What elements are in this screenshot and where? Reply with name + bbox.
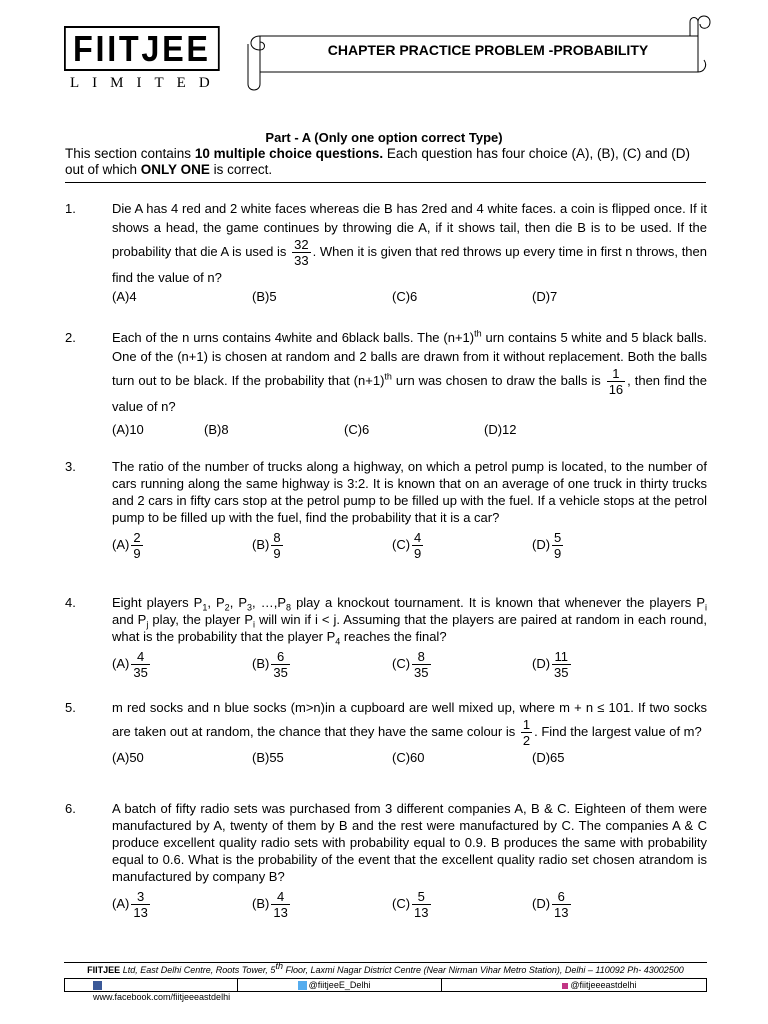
question-number: 2. [65, 330, 76, 345]
fraction [271, 530, 282, 561]
numerator: 4 [271, 889, 289, 905]
question-text-part: , P [207, 595, 225, 610]
denominator: 9 [273, 546, 281, 561]
option-d: (D)12 [484, 422, 517, 437]
footer-address-text: Floor, Laxmi Nagar District Centre (Near Nirman Vihar Metro Station), Delhi – 110092 Ph- 43002500 [282, 965, 684, 975]
option-label: (B) [252, 536, 270, 552]
question-5 [65, 698, 707, 770]
fraction [271, 649, 289, 680]
fraction [271, 889, 289, 920]
fraction [552, 889, 570, 920]
option-d [532, 530, 565, 561]
option-b [252, 530, 285, 561]
option-b: (B)8 [204, 422, 229, 437]
numerator: 5 [554, 530, 562, 545]
denominator: 13 [273, 905, 288, 920]
section-instructions [65, 146, 705, 178]
question-text-part: . When it is given that red throws up every time in first n throws, then find the value of n? [112, 243, 707, 285]
denominator: 2 [522, 733, 531, 748]
option-d [532, 889, 573, 920]
question-4 [65, 594, 707, 685]
instructions-bold: ONLY ONE [140, 162, 210, 177]
fraction [131, 649, 149, 680]
question-text-part: play, the player P [148, 612, 253, 627]
footer-address [64, 962, 707, 975]
subscript: j [146, 619, 149, 630]
denominator: 13 [133, 905, 148, 920]
option-c: (C)6 [392, 289, 418, 304]
option-b [252, 649, 292, 680]
option-a [112, 889, 152, 920]
numerator: 3 [131, 889, 149, 905]
denominator: 9 [414, 546, 422, 561]
option-label: (C) [392, 895, 411, 911]
options [112, 287, 707, 309]
option-label: (C) [392, 655, 411, 671]
option-a [112, 649, 152, 680]
option-b: (B)55 [252, 750, 284, 765]
numerator: 4 [131, 649, 149, 665]
twitter-handle: @fiitjeeE_Delhi [308, 980, 371, 990]
option-label: (A) [112, 895, 130, 911]
question-number: 3. [65, 459, 76, 474]
instructions-text: is correct. [209, 162, 273, 177]
superscript: th [384, 371, 392, 382]
question-2 [65, 328, 707, 442]
question-text-part: play a knockout tournament. It is known that whenever the players P [291, 595, 705, 610]
question-text [112, 594, 707, 645]
option-label: (B) [252, 655, 270, 671]
numerator: 8 [273, 530, 281, 545]
question-text [112, 698, 707, 748]
fiitjee-logo [64, 26, 223, 92]
option-label: (C) [392, 536, 411, 552]
question-text: The ratio of the number of trucks along a highway, on which a petrol pump is located, to the number of cars running along the same highway is 3:2. It is known that on an average of one truck in thirty trucks and 2 cars in fifty cars stop at the petrol pump to be filled up with the fuel. If a vehicle stops at the petrol pump to be filled up with the fuel, find the probability that it is a car? [112, 459, 707, 525]
twitter-icon [298, 981, 307, 990]
option-c: (C)6 [344, 422, 370, 437]
question-3 [65, 458, 707, 566]
fraction [552, 649, 570, 680]
option-c [392, 649, 433, 680]
option-label: (A) [112, 655, 130, 671]
question-text-part: reaches the final? [340, 629, 447, 644]
question-text-part: urn contains 5 white and 5 black balls. One of the (n+1) is chosen at random and 2 balls are drawn from it without replacement. Both the balls turn out to be black. If the probability that (n+1) [112, 330, 707, 388]
options [112, 526, 707, 566]
denominator: 35 [554, 665, 569, 680]
question-text [112, 199, 707, 287]
question-number: 1. [65, 201, 76, 216]
question-number: 6. [65, 801, 76, 816]
question-text: A batch of fifty radio sets was purchased from 3 different companies A, B & C. Eighteen of them were manufactured by A, twenty of them by B and the rest were manufactured by C. The companies A & C produce excellent quality radio sets with probability equal to 0.9. B produces the same with probability equal to 0.6. What is the probability of the event that the excellent quality radio set chosen atrandom is manufactured by company B? [112, 801, 707, 884]
denominator: 35 [133, 665, 148, 680]
title-scroll-banner [238, 14, 713, 92]
numerator: 1 [522, 717, 531, 732]
question-text-part: , P [229, 595, 248, 610]
options [112, 645, 707, 685]
denominator: 35 [414, 665, 429, 680]
question-text-part: Eight players P [112, 595, 203, 610]
option-label: (A) [112, 536, 130, 552]
option-label: (D) [532, 895, 551, 911]
numerator: 4 [414, 530, 422, 545]
numerator: 5 [412, 889, 430, 905]
logo-sub: LIMITED [70, 75, 223, 91]
option-d: (D)65 [532, 750, 565, 765]
superscript: th [474, 328, 482, 339]
question-text-part: Die A has 4 red and 2 white faces whereas die B has 2red and 4 white faces. a coin is flipped once. If it shows a head, the game continues by throwing die A, if it shows tail, then die B is to be used. If the probability that die A is used is [112, 201, 707, 259]
footer-address-text: Ltd, East Delhi Centre, Roots Tower, 5 [120, 965, 276, 975]
option-label: (D) [532, 536, 551, 552]
option-a [112, 530, 145, 561]
denominator: 33 [294, 253, 309, 268]
option-label: (B) [252, 895, 270, 911]
options [112, 748, 707, 770]
option-c [392, 530, 425, 561]
page-footer [64, 961, 707, 1002]
subscript: i [705, 602, 707, 613]
subscript: 3 [247, 602, 253, 613]
question-text [112, 328, 707, 416]
question-text-part: urn was chosen to draw the balls is [391, 372, 605, 388]
superscript: th [275, 961, 283, 971]
fraction [292, 237, 310, 268]
question-text-part: . Find the largest value of m? [534, 723, 702, 739]
twitter-link[interactable] [238, 979, 443, 991]
option-c [392, 889, 433, 920]
question-text-part: m red socks and n blue socks (m>n)in a cupboard are well mixed up, where m + n ≤ 101. If two socks are taken out at random, the chance that they have the same colour is [112, 700, 707, 739]
numerator: 1 [607, 366, 625, 382]
divider [65, 182, 706, 183]
fraction [521, 717, 532, 748]
question-text-part: Each of the n urns contains 4white and 6black balls. The (n+1) [112, 330, 475, 345]
question-6 [65, 800, 707, 925]
question-1 [65, 199, 707, 309]
fraction [412, 649, 430, 680]
subscript: i [253, 619, 255, 630]
footer-social-links [64, 978, 707, 1002]
question-text-part: , then find the value of n? [112, 372, 708, 414]
numerator: 32 [294, 237, 309, 252]
question-text-part: , …,P [252, 595, 286, 610]
fraction [412, 889, 430, 920]
denominator: 9 [554, 546, 562, 561]
option-d: (D)7 [532, 289, 558, 304]
option-c: (C)60 [392, 750, 425, 765]
option-b: (B)5 [252, 289, 277, 304]
instagram-handle: @fiitjeeeastdelhi [570, 980, 637, 990]
page-title: CHAPTER PRACTICE PROBLEM -PROBABILITY [327, 42, 649, 58]
numerator: 6 [271, 649, 289, 665]
numerator: 11 [552, 649, 570, 665]
denominator: 16 [608, 382, 624, 397]
instructions-text: Each question has four choice (A), (B), (C) and (D) out of which [65, 146, 690, 177]
footer-brand: FIITJEE [87, 965, 121, 975]
options [112, 420, 707, 442]
subscript: 1 [202, 602, 208, 613]
instructions-text: This section contains [65, 146, 195, 161]
numerator: 8 [412, 649, 430, 665]
fraction [131, 530, 142, 561]
question-text-part: will win if i < j. Assuming that the players are paired at random in each round, what is the probability that the player P [112, 612, 707, 644]
instructions-bold: 10 multiple choice questions. [194, 146, 384, 161]
question-number: 5. [65, 700, 76, 715]
option-d [532, 649, 573, 680]
denominator: 35 [273, 665, 288, 680]
facebook-url: www.facebook.com/fiitjeeeastdelhi [93, 992, 231, 1002]
facebook-link[interactable] [65, 979, 238, 1002]
part-title: Part - A (Only one option correct Type) [265, 130, 503, 145]
instagram-icon [562, 983, 568, 989]
logo-main: FIITJEE [64, 26, 220, 71]
denominator: 13 [414, 905, 429, 920]
option-label: (D) [532, 655, 551, 671]
subscript: 8 [286, 602, 292, 613]
denominator: 13 [554, 905, 569, 920]
fraction [552, 530, 563, 561]
fraction [412, 530, 423, 561]
subscript: 2 [224, 602, 230, 613]
option-a: (A)10 [112, 422, 144, 437]
fraction [131, 889, 149, 920]
option-b [252, 889, 292, 920]
numerator: 6 [552, 889, 570, 905]
options [112, 885, 707, 925]
subscript: 4 [335, 636, 341, 647]
denominator: 9 [133, 546, 141, 561]
facebook-icon [93, 981, 102, 990]
question-number: 4. [65, 595, 76, 610]
option-a: (A)50 [112, 750, 144, 765]
numerator: 2 [133, 530, 141, 545]
question-text-part: and P [112, 612, 147, 627]
fraction [607, 366, 625, 397]
option-a: (A)4 [112, 289, 137, 304]
instagram-link[interactable] [442, 979, 706, 991]
